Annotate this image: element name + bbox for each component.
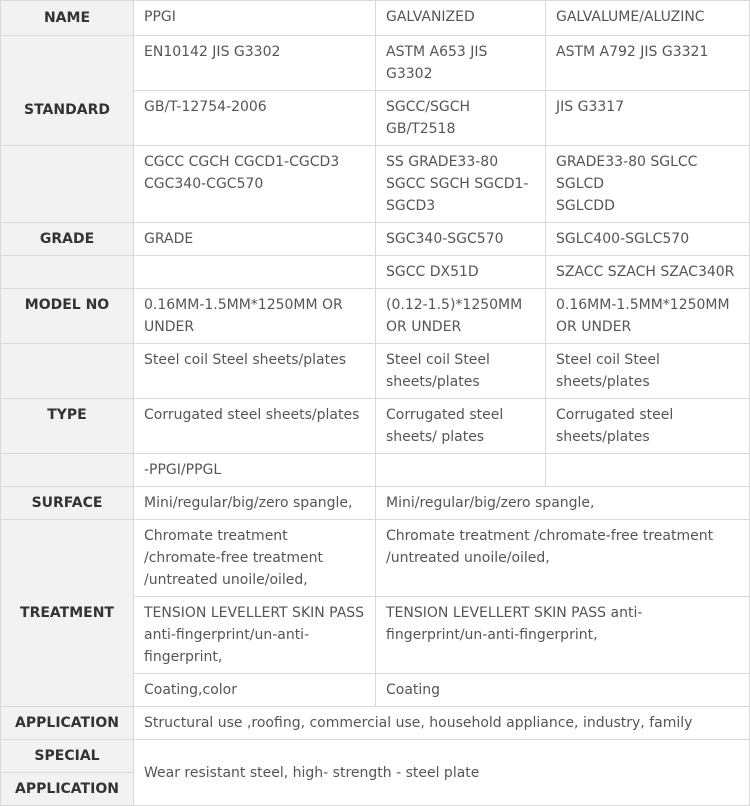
grade-label: GRADE xyxy=(1,223,134,256)
treatment-ppgi-3: Coating,color xyxy=(134,674,376,707)
special-label: SPECIAL xyxy=(1,740,134,773)
type-galvanized-1: Steel coil Steel sheets/plates xyxy=(376,344,546,399)
treatment-galv-2: TENSION LEVELLERT SKIN PASS anti-fingerprint/un-anti-fingerprint, xyxy=(376,597,750,674)
grade-galvalume-3: SZACC SZACH SZAC340R xyxy=(546,256,750,289)
special-application-row-1 xyxy=(1,740,750,773)
grade-galvalume-1 xyxy=(546,146,750,223)
special-application-label: APPLICATION xyxy=(1,773,134,806)
type-label: TYPE xyxy=(1,399,134,454)
type-row-1 xyxy=(1,344,750,399)
model-no-galvalume: 0.16MM-1.5MM*1250MM OR UNDER xyxy=(546,289,750,344)
type-ppgi-3: -PPGI/PPGL xyxy=(134,454,376,487)
treatment-label: TREATMENT xyxy=(1,520,134,707)
type-ppgi-2: Corrugated steel sheets/plates xyxy=(134,399,376,454)
model-no-ppgi: 0.16MM-1.5MM*1250MM OR UNDER xyxy=(134,289,376,344)
grade-galvanized-1-line-2: SGCC SGCH SGCD1-SGCD3 xyxy=(386,176,529,214)
surface-row xyxy=(1,487,750,520)
grade-ppgi-1-line-2: CGC340-CGC570 xyxy=(144,176,264,192)
grade-galvalume-2: SGLC400-SGLC570 xyxy=(546,223,750,256)
type-row-3 xyxy=(1,454,750,487)
surface-label: SURFACE xyxy=(1,487,134,520)
grade-galvanized-3: SGCC DX51D xyxy=(376,256,546,289)
standard-label: STANDARD xyxy=(1,36,134,146)
grade-galvanized-2: SGC340-SGC570 xyxy=(376,223,546,256)
type-label-blank xyxy=(1,344,134,399)
grade-row-1 xyxy=(1,146,750,223)
grade-label-blank xyxy=(1,146,134,223)
grade-row-2 xyxy=(1,223,750,256)
standard-ppgi-1: EN10142 JIS G3302 xyxy=(134,36,376,91)
grade-galvanized-1 xyxy=(376,146,546,223)
header-row xyxy=(1,1,750,36)
grade-galvalume-1-line-3: SGLCDD xyxy=(556,198,615,214)
type-galvalume-3 xyxy=(546,454,750,487)
treatment-galv-3: Coating xyxy=(376,674,750,707)
standard-row-1 xyxy=(1,36,750,91)
type-galvanized-2: Corrugated steel sheets/ plates xyxy=(376,399,546,454)
grade-ppgi-1-line-1: CGCC CGCH CGCD1-CGCD3 xyxy=(144,154,340,170)
type-galvalume-2: Corrugated steel sheets/plates xyxy=(546,399,750,454)
grade-ppgi-2: GRADE xyxy=(134,223,376,256)
application-value: Structural use ,roofing, commercial use, household appliance, industry, family xyxy=(134,707,750,740)
grade-galvalume-1-line-2: SGLCD xyxy=(556,176,605,192)
name-label: NAME xyxy=(1,1,134,36)
grade-galvanized-1-line-1: SS GRADE33-80 xyxy=(386,154,499,170)
standard-galvalume-1: ASTM A792 JIS G3321 xyxy=(546,36,750,91)
standard-galvalume-2: JIS G3317 xyxy=(546,91,750,146)
application-label: APPLICATION xyxy=(1,707,134,740)
grade-ppgi-3 xyxy=(134,256,376,289)
grade-galvalume-1-line-1: GRADE33-80 SGLCC xyxy=(556,154,698,170)
special-application-value: Wear resistant steel, high- strength - steel plate xyxy=(134,740,750,806)
surface-ppgi: Mini/regular/big/zero spangle, xyxy=(134,487,376,520)
standard-galvanized-2: SGCC/SGCH GB/T2518 xyxy=(376,91,546,146)
application-row xyxy=(1,707,750,740)
surface-galv: Mini/regular/big/zero spangle, xyxy=(376,487,750,520)
type-row-2 xyxy=(1,399,750,454)
treatment-ppgi-2: TENSION LEVELLERT SKIN PASS anti-fingerprint/un-anti-fingerprint, xyxy=(134,597,376,674)
grade-row-3 xyxy=(1,256,750,289)
treatment-galv-1: Chromate treatment /chromate-free treatment /untreated unoile/oiled, xyxy=(376,520,750,597)
treatment-row-1 xyxy=(1,520,750,597)
type-ppgi-1: Steel coil Steel sheets/plates xyxy=(134,344,376,399)
model-no-galvanized: (0.12-1.5)*1250MM OR UNDER xyxy=(376,289,546,344)
grade-ppgi-1 xyxy=(134,146,376,223)
standard-ppgi-2: GB/T-12754-2006 xyxy=(134,91,376,146)
treatment-ppgi-1: Chromate treatment /chromate-free treatment /untreated unoile/oiled, xyxy=(134,520,376,597)
grade-row-3-label-blank xyxy=(1,256,134,289)
col-galvalume-header: GALVALUME/ALUZINC xyxy=(546,1,750,36)
standard-galvanized-1: ASTM A653 JIS G3302 xyxy=(376,36,546,91)
model-no-label: MODEL NO xyxy=(1,289,134,344)
col-ppgi-header: PPGI xyxy=(134,1,376,36)
type-galvanized-3 xyxy=(376,454,546,487)
model-no-row xyxy=(1,289,750,344)
type-row-3-label-blank xyxy=(1,454,134,487)
col-galvanized-header: GALVANIZED xyxy=(376,1,546,36)
type-galvalume-1: Steel coil Steel sheets/plates xyxy=(546,344,750,399)
